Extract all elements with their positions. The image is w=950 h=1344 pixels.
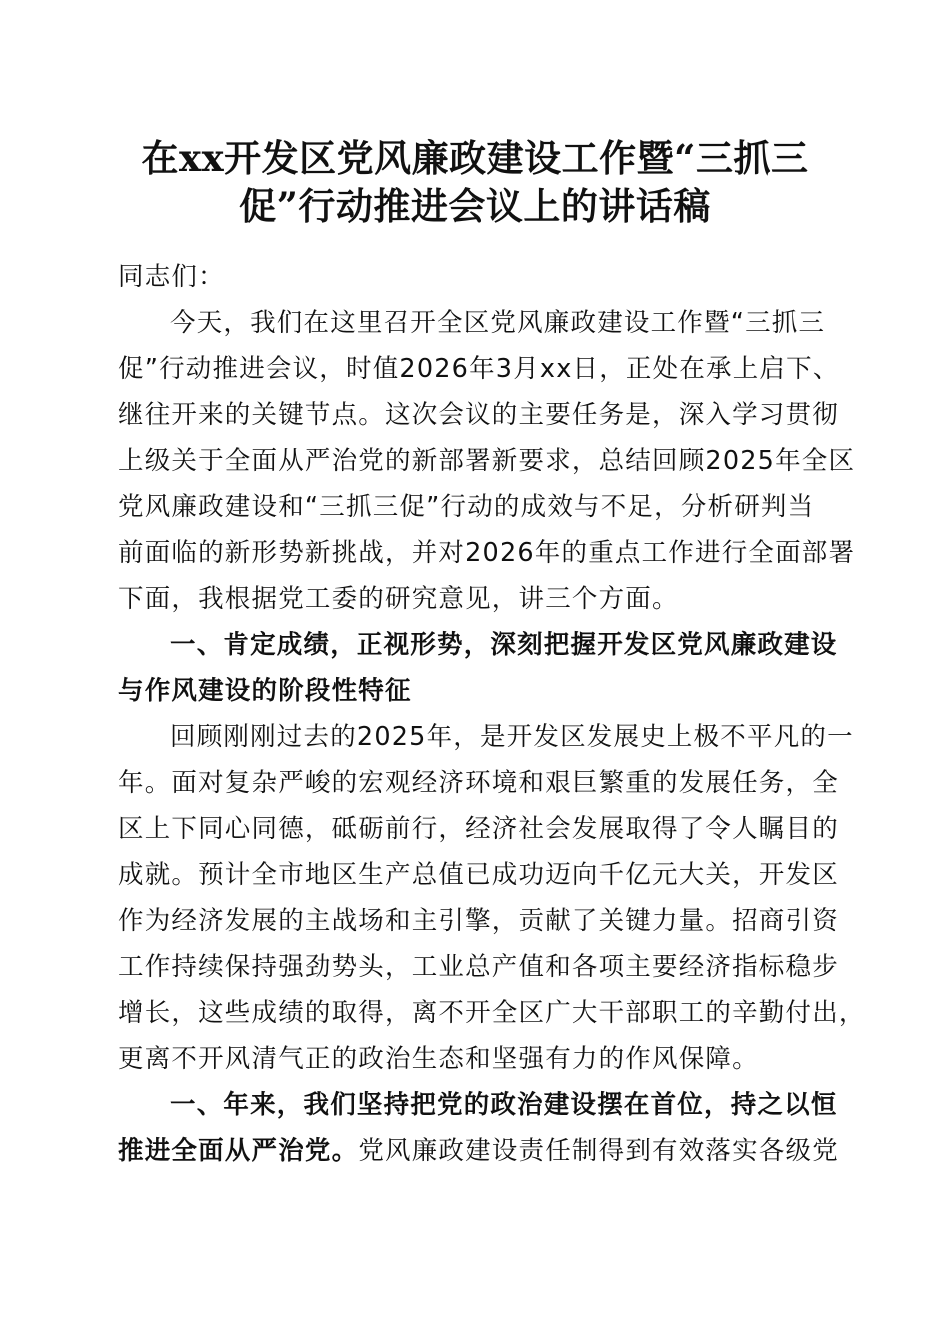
paragraph-line: 促”行动推进会议，时值2026年3月xx日，正处在承上启下、 bbox=[118, 354, 840, 384]
paragraph-line: 成就。预计全市地区生产总值已成功迈向千亿元大关，开发区 bbox=[118, 860, 839, 890]
subsection-heading: 一、年来，我们坚持把党的政治建设摆在首位，持之以恒 bbox=[170, 1090, 838, 1120]
salutation: 同志们： bbox=[118, 262, 225, 292]
paragraph-line: 下面，我根据党工委的研究意见，讲三个方面。 bbox=[118, 584, 679, 614]
paragraph-line: 上级关于全面从严治党的新部署新要求，总结回顾2025年全区 bbox=[118, 446, 856, 476]
title-line: 促”行动推进会议上的讲话稿 bbox=[239, 184, 711, 228]
paragraph-line: 回顾刚刚过去的2025年，是开发区发展史上极不平凡的一 bbox=[170, 722, 854, 752]
paragraph-line: 区上下同心同德，砥砺前行，经济社会发展取得了令人瞩目的 bbox=[118, 814, 839, 844]
subsection-heading-end: 推进全面从严治党。 bbox=[118, 1136, 359, 1166]
paragraph-line: 增长，这些成绩的取得，离不开全区广大干部职工的辛勤付出， bbox=[118, 998, 866, 1028]
paragraph-line: 年。面对复杂严峻的宏观经济环境和艰巨繁重的发展任务，全 bbox=[118, 768, 839, 798]
paragraph-line: 党风廉政建设和“三抓三促”行动的成效与不足，分析研判当 bbox=[118, 492, 815, 522]
paragraph-line bbox=[118, 1128, 848, 1174]
paragraph-line: 作为经济发展的主战场和主引擎，贡献了关键力量。招商引资 bbox=[118, 906, 839, 936]
paragraph-line: 前面临的新形势新挑战，并对2026年的重点工作进行全面部署 bbox=[118, 538, 856, 568]
title-line: 在xx开发区党风廉政建设工作暨“三抓三 bbox=[141, 136, 809, 180]
section-heading: 与作风建设的阶段性特征 bbox=[118, 676, 412, 706]
paragraph-line: 更离不开风清气正的政治生态和坚强有力的作风保障。 bbox=[118, 1044, 759, 1074]
paragraph-line: 继往开来的关键节点。这次会议的主要任务是，深入学习贯彻 bbox=[118, 400, 839, 430]
section-heading: 一、肯定成绩，正视形势，深刻把握开发区党风廉政建设 bbox=[170, 630, 838, 660]
document-body bbox=[118, 254, 866, 1174]
paragraph-line: 工作持续保持强劲势头，工业总产值和各项主要经济指标稳步 bbox=[118, 952, 839, 982]
document-title bbox=[100, 134, 850, 230]
paragraph-line: 今天，我们在这里召开全区党风廉政建设工作暨“三抓三 bbox=[170, 308, 826, 338]
paragraph-text: 党风廉政建设责任制得到有效落实各级党 bbox=[358, 1136, 839, 1166]
